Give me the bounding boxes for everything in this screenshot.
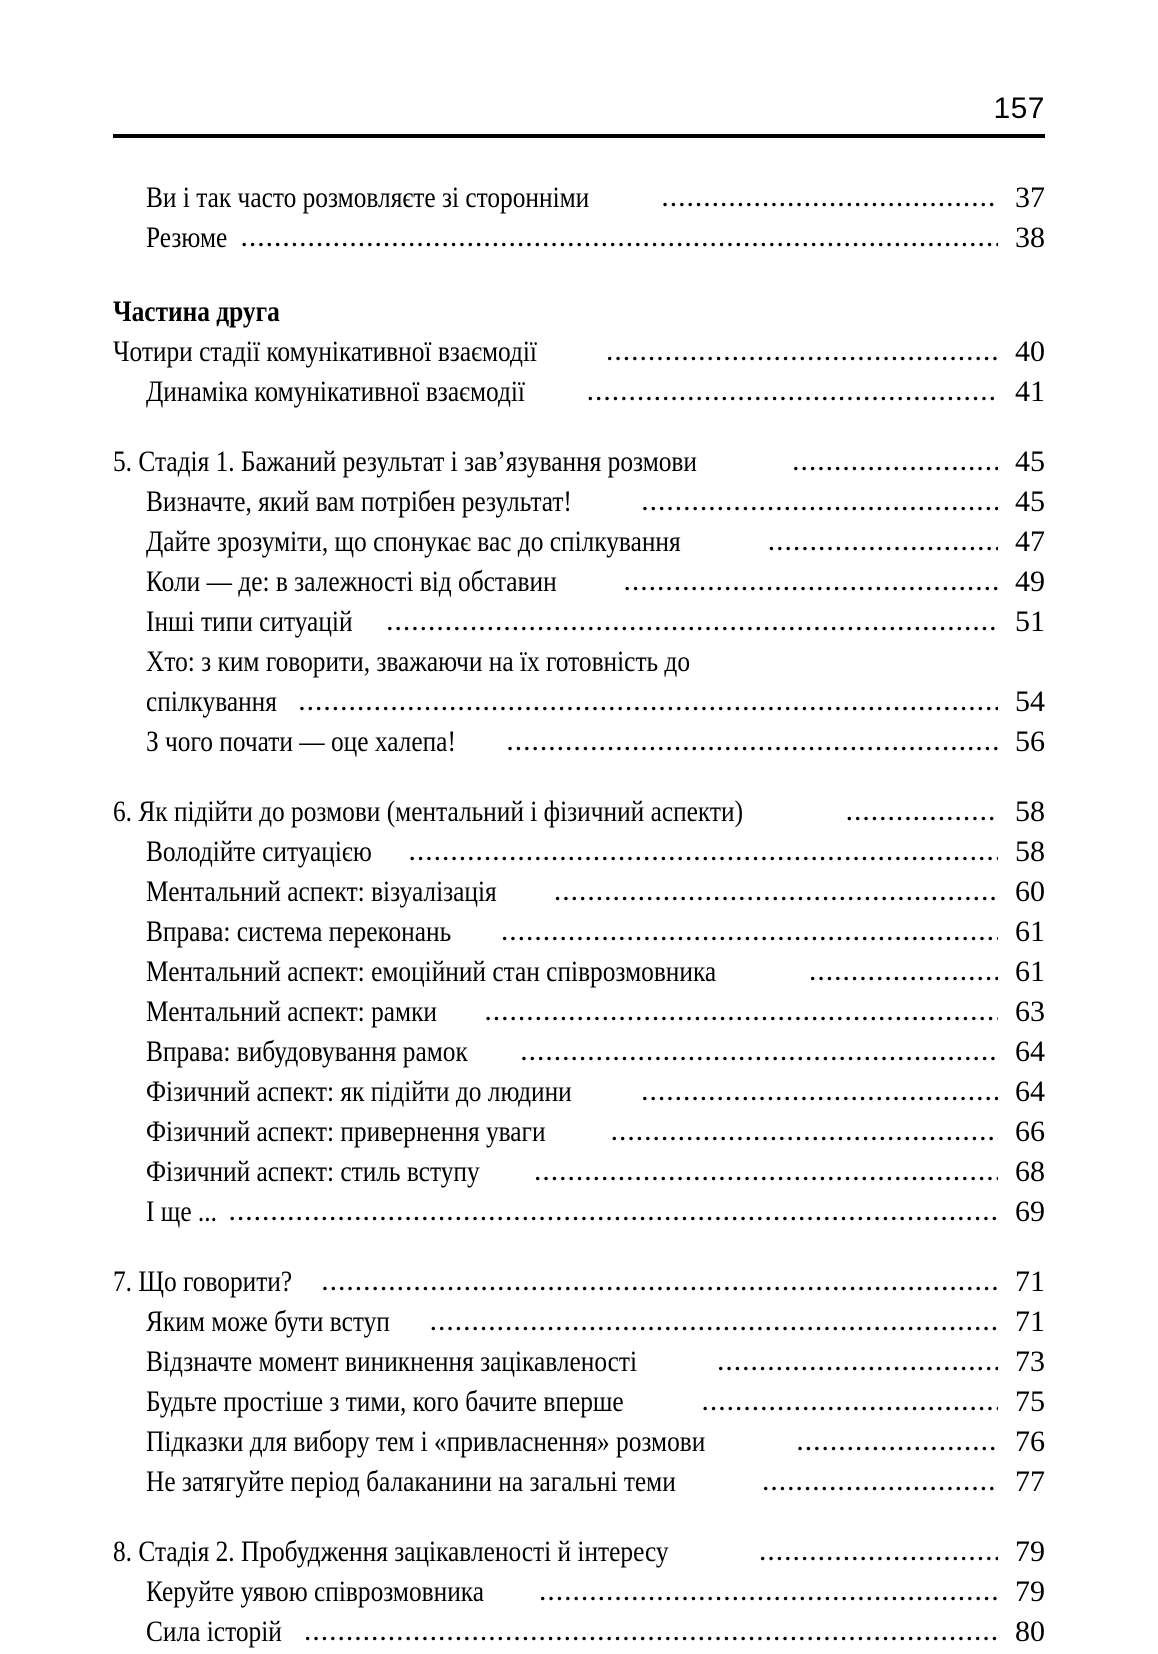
toc-entry-title: З чого почати — оце халепа! [146,726,456,758]
toc-entry-page-number: 58 [1015,835,1045,868]
toc-entry-title: Резюме [146,222,228,254]
toc-dot-leader [762,1461,998,1501]
toc-part-heading-label: Частина друга [113,296,280,328]
toc-entry-title: 6. Як підійти до розмови (ментальний і фізичний аспекти) [113,796,744,828]
toc-sub-entry[interactable] [113,178,1045,218]
toc-entry-page-number: 64 [1015,1075,1045,1108]
toc-entry-title: Підказки для вибору тем і «привласнення» розмови [146,1426,706,1458]
toc-spacer [113,258,1045,292]
toc-entry-title: Фізичний аспект: як підійти до людини [146,1076,572,1108]
toc-sub-entry[interactable] [113,1302,1045,1342]
page-header [113,92,1045,140]
toc-entry-page-number: 45 [1015,445,1045,478]
toc-entry-title: Інші типи ситуацій [146,606,353,638]
toc-sub-entry[interactable] [113,1382,1045,1422]
toc-sub-entry[interactable] [113,1112,1045,1152]
toc-dot-leader [304,1611,998,1651]
toc-sub-entry[interactable] [113,872,1045,912]
toc-dot-leader [430,1301,998,1341]
toc-sub-entry[interactable] [113,522,1045,562]
toc-entry-title: 5. Стадія 1. Бажаний результат і зав’язування розмови [113,446,697,478]
toc-entry-page-number: 49 [1015,565,1045,598]
toc-sub-entry[interactable] [113,1572,1045,1612]
toc-entry-title: Чотири стадії комунікативної взаємодії [113,336,537,368]
toc-entry-title: спілкування [146,686,277,718]
toc-sub-entry[interactable] [113,482,1045,522]
toc-entry-page-number: 71 [1015,1265,1045,1298]
toc-entry-page-number: 76 [1015,1425,1045,1458]
toc-entry-page-number: 45 [1015,485,1045,518]
toc-dot-leader [534,1151,998,1191]
toc-dot-leader [792,441,998,481]
toc-entry-title: Ви і так часто розмовляєте зі сторонніми [146,182,590,214]
toc-chapter-entry[interactable] [113,1532,1045,1572]
toc-entry-title: Фізичний аспект: привернення уваги [146,1116,546,1148]
toc-dot-leader [796,1421,998,1461]
toc-entry-title: Будьте простіше з тими, кого бачите вперше [146,1386,624,1418]
toc-sub-entry[interactable] [113,682,1045,722]
toc-sub-entry[interactable] [113,642,1045,682]
toc-dot-leader [520,1031,998,1071]
toc-entry-title: Вправа: система переконань [146,916,452,948]
toc-spacer [113,1502,1045,1532]
toc-spacer [113,412,1045,442]
toc-entry-page-number: 77 [1015,1465,1045,1498]
toc-sub-entry[interactable] [113,1152,1045,1192]
toc-entry-title: Відзначте момент виникнення зацікавленості [146,1346,638,1378]
toc-dot-leader [321,1261,998,1301]
toc-entry-title: І ще ... [146,1196,217,1228]
toc-dot-leader [661,177,998,217]
toc-entry-title: Яким може бути вступ [146,1306,390,1338]
toc-dot-leader [641,481,998,521]
toc-chapter-entry[interactable] [113,1262,1045,1302]
toc-entry-title: Сила історій [146,1616,282,1648]
toc-entry-page-number: 58 [1015,795,1045,828]
toc-entry-page-number: 54 [1015,685,1045,718]
toc-sub-entry[interactable] [113,1072,1045,1112]
toc-chapter-entry[interactable] [113,332,1045,372]
toc-sub-entry[interactable] [113,1612,1045,1652]
toc-entry-page-number: 79 [1015,1575,1045,1608]
toc-sub-entry[interactable] [113,602,1045,642]
toc-entry-title: 8. Стадія 2. Пробудження зацікавленості й інтересу [113,1536,669,1568]
toc-entry-title: Динаміка комунікативної взаємодії [146,376,525,408]
toc-entry-page-number: 40 [1015,335,1045,368]
toc-sub-entry[interactable] [113,1192,1045,1232]
toc-entry-page-number: 71 [1015,1305,1045,1338]
toc-entry-page-number: 56 [1015,725,1045,758]
toc-dot-leader [717,1341,998,1381]
toc-dot-leader [641,1071,998,1111]
toc-entry-page-number: 37 [1015,181,1045,214]
toc-spacer [113,762,1045,792]
toc-dot-leader [539,1571,998,1611]
toc-dot-leader [809,951,998,991]
toc-entry-title: Дайте зрозуміти, що спонукає вас до спілкування [146,526,681,558]
toc-dot-leader [241,217,998,257]
toc-dot-leader [554,871,998,911]
toc-entry-title: Хто: з ким говорити, зважаючи на їх готовність до [146,646,691,678]
toc-dot-leader [606,331,998,371]
toc-entry-page-number: 80 [1015,1615,1045,1648]
toc-entry-title: Володійте ситуацією [146,836,372,868]
toc-entry-page-number: 75 [1015,1385,1045,1418]
toc-dot-leader [624,561,998,601]
toc-spacer [113,1232,1045,1262]
toc-entry-page-number: 47 [1015,525,1045,558]
toc-entry-page-number: 66 [1015,1115,1045,1148]
toc-dot-leader [506,721,998,761]
toc-entry-page-number: 73 [1015,1345,1045,1378]
folio-number: 157 [993,92,1045,125]
toc-dot-leader [701,1381,998,1421]
toc-sub-entry[interactable] [113,562,1045,602]
toc-sub-entry[interactable] [113,1422,1045,1462]
toc-chapter-entry[interactable] [113,442,1045,482]
toc-dot-leader [386,601,998,641]
toc-entry-title: Не затягуйте період балаканини на загальні теми [146,1466,676,1498]
toc-dot-leader [768,521,998,561]
toc-sub-entry[interactable] [113,372,1045,412]
table-of-contents [113,178,1045,1652]
toc-chapter-entry[interactable] [113,792,1045,832]
toc-entry-title: Фізичний аспект: стиль вступу [146,1156,480,1188]
toc-sub-entry[interactable] [113,992,1045,1032]
toc-entry-title: Ментальний аспект: рамки [146,996,437,1028]
toc-entry-page-number: 63 [1015,995,1045,1028]
toc-entry-title: 7. Що говорити? [113,1266,293,1298]
toc-entry-page-number: 61 [1015,915,1045,948]
toc-sub-entry[interactable] [113,912,1045,952]
toc-entry-page-number: 61 [1015,955,1045,988]
toc-entry-title: Ментальний аспект: візуалізація [146,876,497,908]
toc-sub-entry[interactable] [113,722,1045,762]
toc-entry-page-number: 38 [1015,221,1045,254]
toc-sub-entry[interactable] [113,1342,1045,1382]
toc-entry-page-number: 60 [1015,875,1045,908]
header-rule [113,134,1045,138]
toc-dot-leader [298,681,998,721]
toc-entry-page-number: 68 [1015,1155,1045,1188]
toc-sub-entry[interactable] [113,832,1045,872]
toc-dot-leader [759,1531,998,1571]
toc-part-heading [113,292,1045,332]
toc-dot-leader [409,831,998,871]
toc-entry-title: Ментальний аспект: емоційний стан співрозмовника [146,956,717,988]
toc-entry-title: Вправа: вибудовування рамок [146,1036,468,1068]
toc-dot-leader [587,371,998,411]
toc-entry-title: Визначте, який вам потрібен результат! [146,486,572,518]
toc-dot-leader [846,791,998,831]
toc-dot-leader [611,1111,998,1151]
toc-entry-page-number: 51 [1015,605,1045,638]
toc-sub-entry[interactable] [113,1032,1045,1072]
toc-dot-leader [484,991,998,1031]
toc-entry-title: Коли — де: в залежності від обставин [146,566,557,598]
toc-sub-entry[interactable] [113,218,1045,258]
toc-entry-page-number: 69 [1015,1195,1045,1228]
toc-entry-page-number: 64 [1015,1035,1045,1068]
toc-sub-entry[interactable] [113,1462,1045,1502]
toc-entry-page-number: 41 [1015,375,1045,408]
toc-dot-leader [229,1191,998,1231]
toc-entry-title: Керуйте уявою співрозмовника [146,1576,485,1608]
toc-dot-leader [501,911,998,951]
toc-entry-page-number: 79 [1015,1535,1045,1568]
toc-sub-entry[interactable] [113,952,1045,992]
